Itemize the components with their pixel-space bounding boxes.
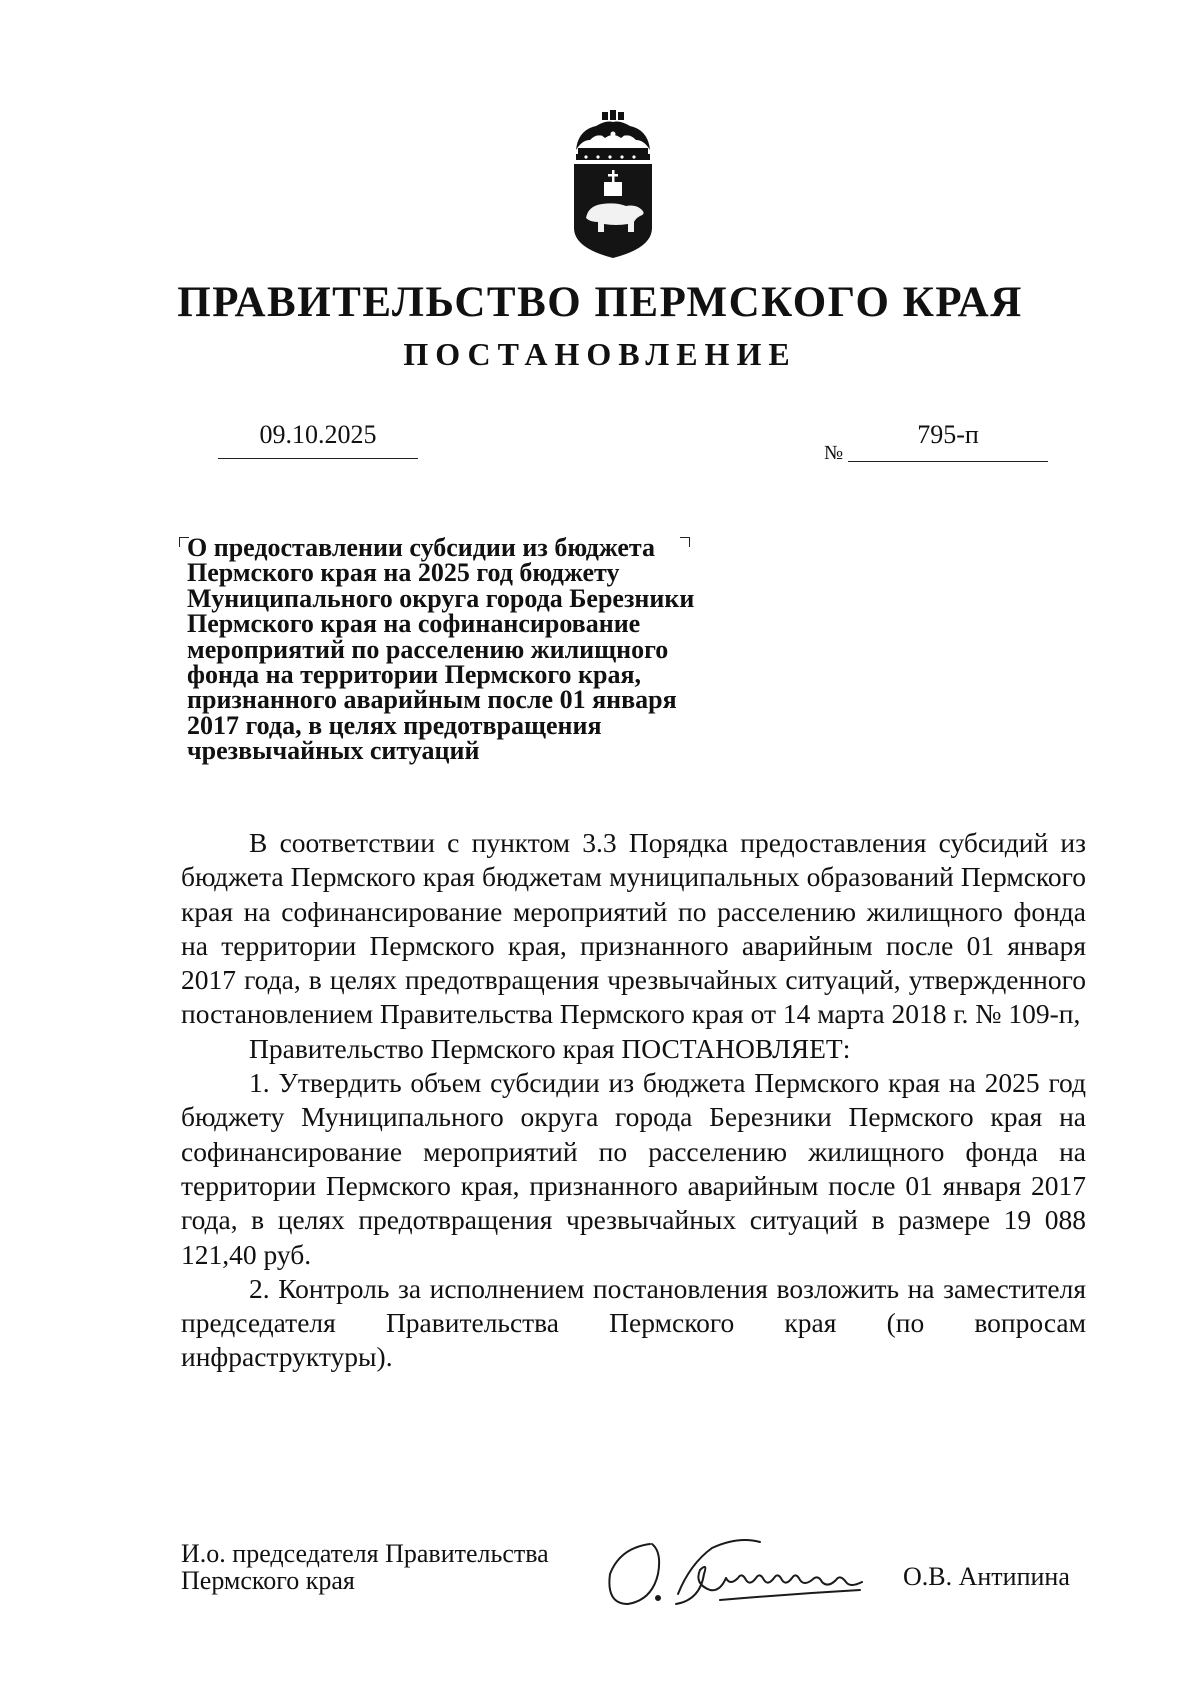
signatory-position-line: Пермского края [181,1566,355,1595]
subject-line: признанного аварийным после 01 января [187,685,677,715]
subject-line: 2017 года, в целях предотвращения [187,710,602,740]
document-subject [187,535,747,764]
body-paragraph-preamble: В соответствии с пунктом 3.3 Порядка предоставления субсидий из бюджета Пермского края бюджетам муниципальных образований Пермского края на софинансирование мероприятий по расселению жилищного фонда на территории Пермского края, признанного аварийным после 01 января 2017 года, в целях предотвращения чрезвычайных ситуаций, утвержденного постановлением Правительства Пермского края от 14 марта 2018 г. № 109-п, [181,827,1086,1030]
subject-line: чрезвычайных ситуаций [187,736,480,766]
number-underline [848,461,1048,462]
document-type: ПОСТАНОВЛЕНИЕ [403,336,797,372]
subject-line: Пермского края на 2025 год бюджету [187,558,620,588]
perm-krai-coat-of-arms-icon [566,110,660,260]
body-paragraph-resolution: Правительство Пермского края ПОСТАНОВЛЯЕТ: [249,1032,851,1064]
signatory-position [181,1540,549,1594]
signatory-name: О.В. Антипина [903,1562,1070,1591]
document-number: 795-п [917,420,979,449]
document-date: 09.10.2025 [259,420,377,449]
subject-line: фонда на территории Пермского края, [187,660,642,690]
subject-line: мероприятий по расселению жилищного [187,634,669,664]
number-sign: № [824,442,844,464]
subject-line: Муниципального округа города Березники [187,583,695,613]
body-paragraph-item-1: 1. Утвердить объем субсидии из бюджета Пермского края на 2025 год бюджету Муниципального округа города Березники Пермского края на софинансирование мероприятий по расселению жилищного фонда на территории Пермского края, признанного аварийным после 01 января 2017 года, в целях предотвращения чрезвычайных ситуаций в размере 19 088 121,40 руб. [181,1067,1086,1270]
subject-line: Пермского края на софинансирование [187,609,641,639]
body-paragraph-item-2: 2. Контроль за исполнением постановления возложить на заместителя председателя Правительства Пермского края (по вопросам инфраструктуры). [181,1272,1086,1373]
document-body [181,826,1086,1375]
government-title: ПРАВИТЕЛЬСТВО ПЕРМСКОГО КРАЯ [177,279,1023,326]
subject-line: О предоставлении субсидии из бюджета [187,533,655,562]
date-underline [218,458,418,459]
signatory-position-line: И.о. председателя Правительства [181,1539,549,1568]
handwritten-signature-icon [600,1534,930,1614]
